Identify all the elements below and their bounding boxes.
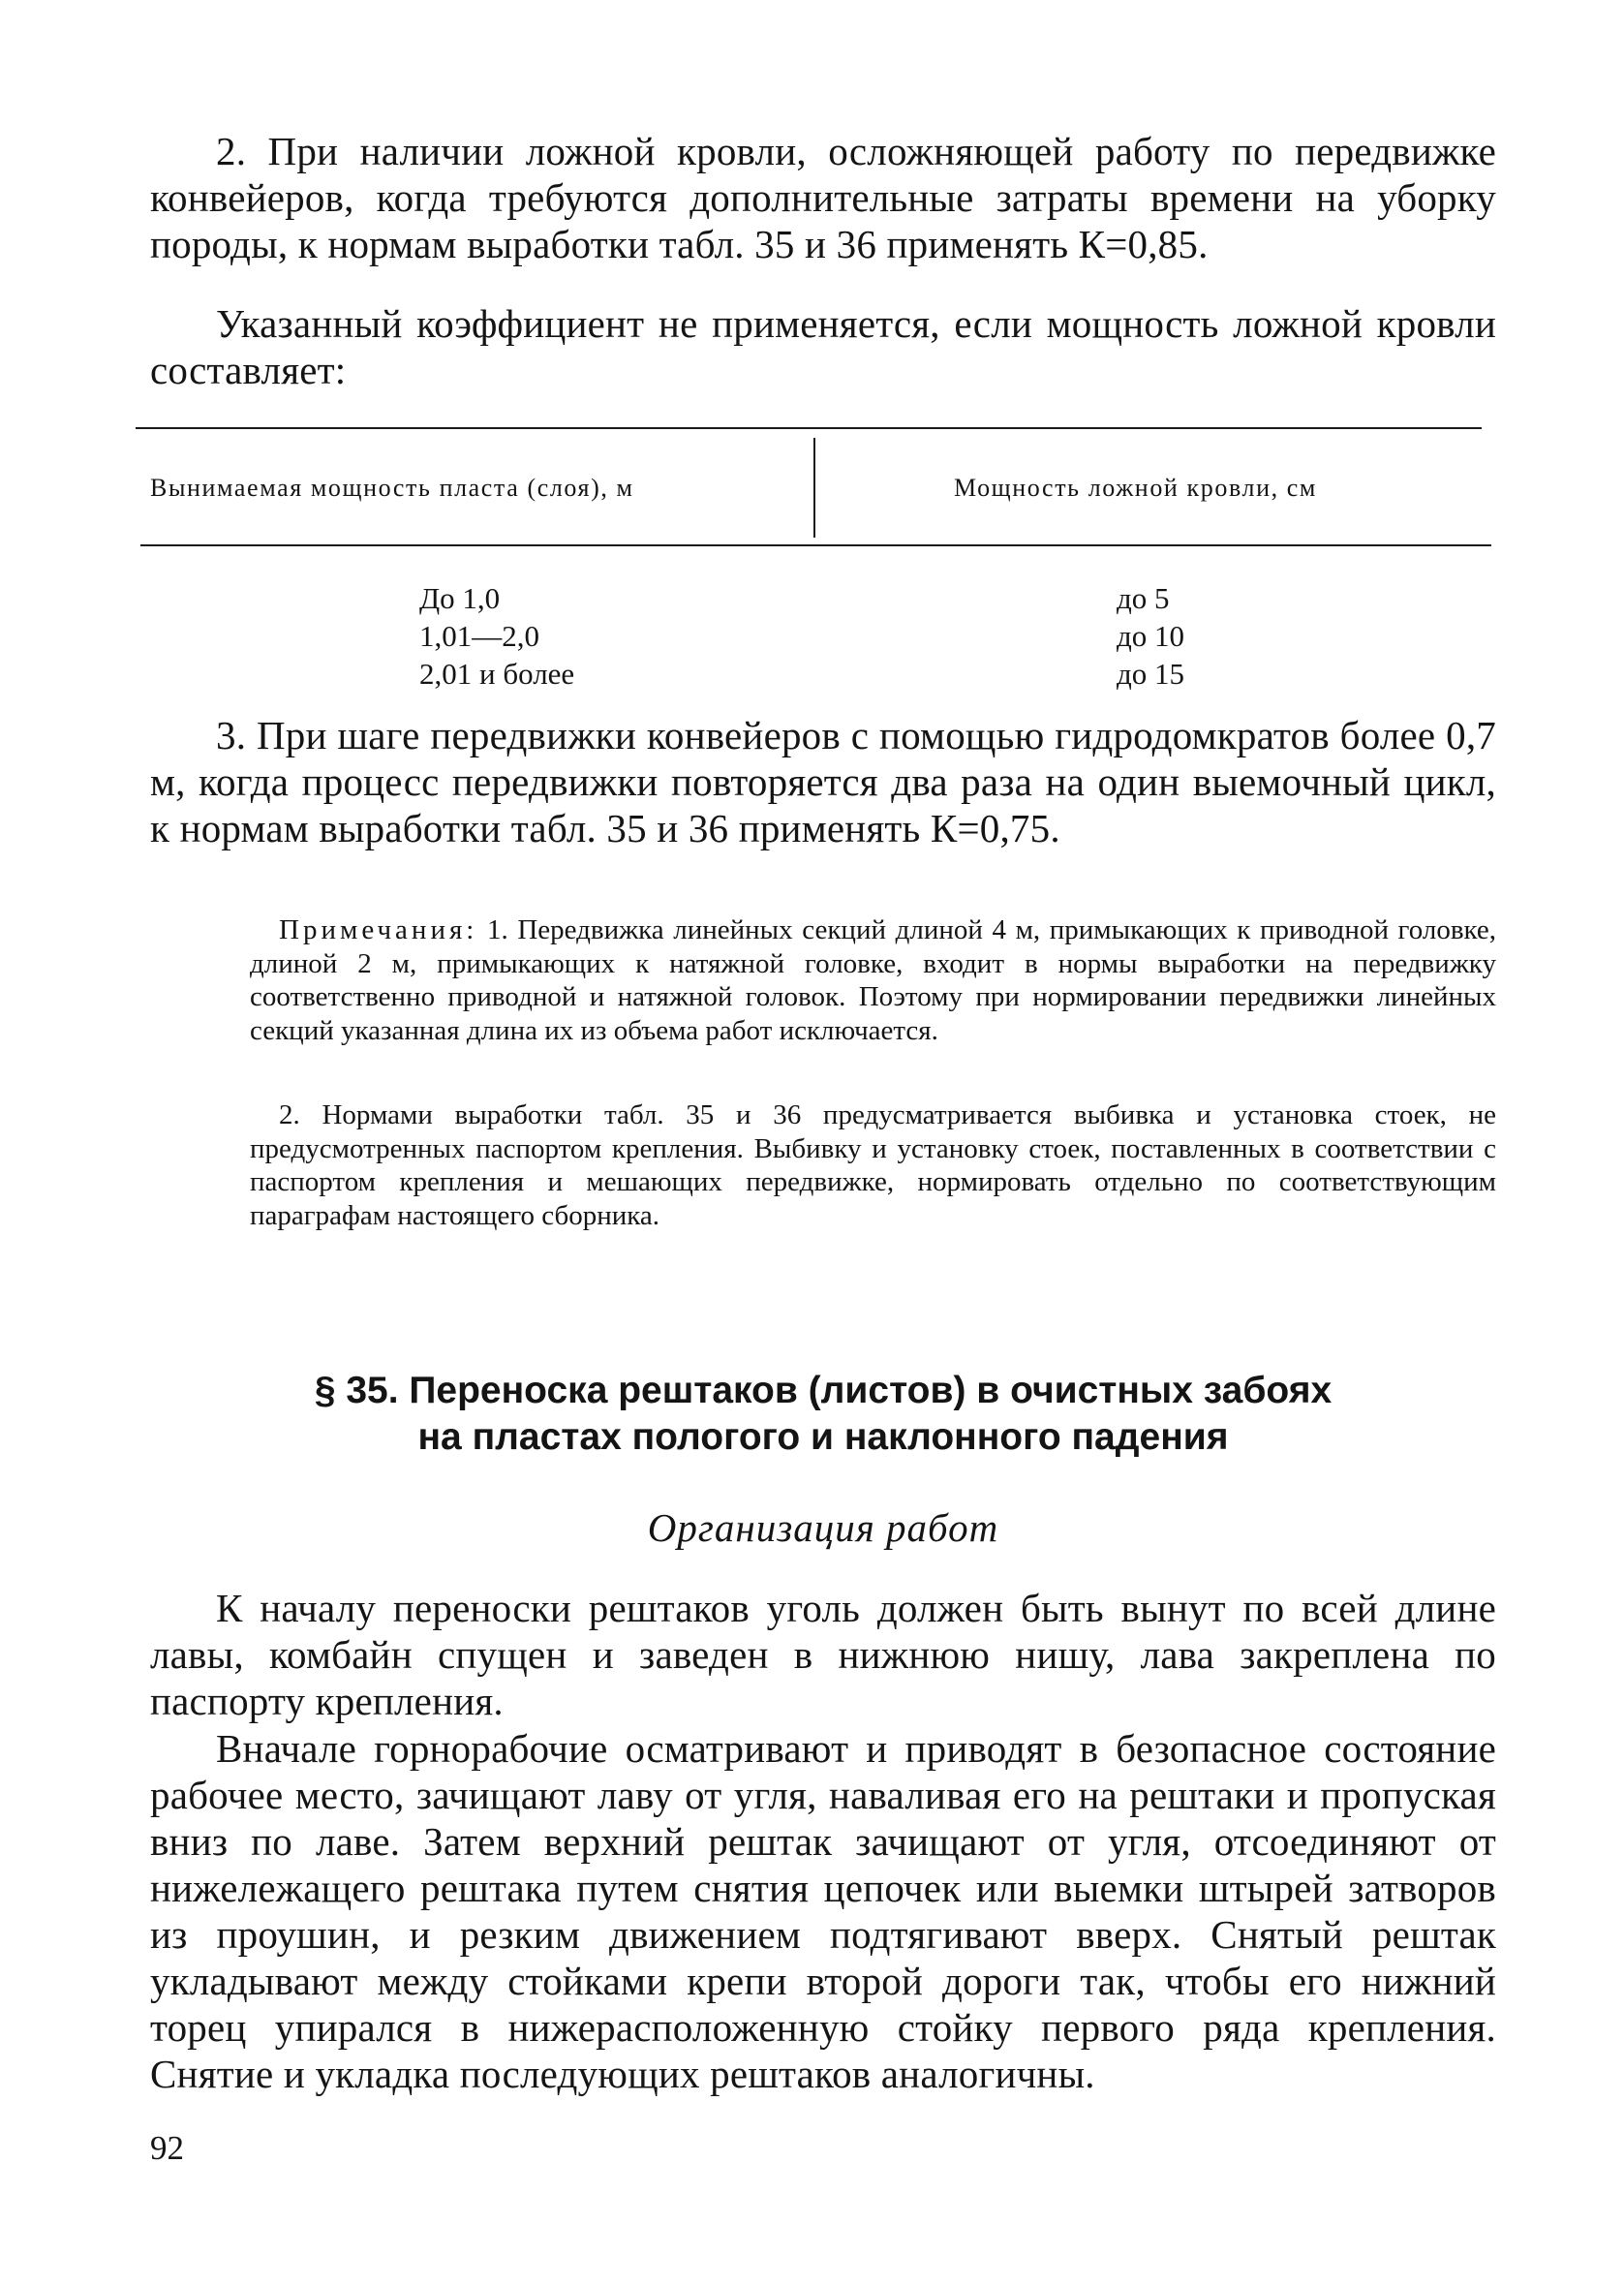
section-title xyxy=(150,1368,1496,1461)
table-cell-thickness: 2,01 и более xyxy=(419,657,575,691)
table-cell-roof: до 10 xyxy=(1117,619,1185,653)
note-1 xyxy=(250,913,1496,1047)
paragraph-item-2: 2. При наличии ложной кровли, осложняющей работу по передвижке конвейеров, когда требуются дополнительные затраты времени на уборку породы, к нормам выработки табл. 35 и 36 применять К=0,85. xyxy=(150,129,1496,266)
table-column-divider xyxy=(813,438,815,538)
table-top-rule xyxy=(136,427,1482,429)
note-2: 2. Нормами выработки табл. 35 и 36 предусматривается выбивка и установка стоек, не предусмотренных паспортом крепления. Выбивку и установку стоек, поставленных в соответствии с паспортом крепления и мешающих передвижке, нормировать отдельно по соответствующим параграфам настоящего сборника. xyxy=(250,1099,1496,1231)
notes-label: Примечания: xyxy=(279,914,478,945)
section-title-line-2: на пластах пологого и наклонного падения xyxy=(417,1416,1229,1458)
section-paragraph-2: Вначале горнорабочие осматривают и приводят в безопасное состояние рабочее место, зачищают лаву от угля, наваливая его на рештаки и пропуская вниз по лаве. Затем верхний рештак зачищают от угля, отсоединяют от нижележащего рештака путем снятия цепочек или выемки штырей затворов из проушин, и резким движением подтягивают вверх. Снятый рештак укладывают между стойками крепи второй дороги так, чтобы его нижний торец упирался в нижерасположенную стойку первого ряда крепления. Снятие и укладка последующих рештаков аналогичны. xyxy=(150,1726,1496,2096)
section-title-line-1: § 35. Переноска рештаков (листов) в очистных забоях xyxy=(314,1370,1333,1411)
table-cell-roof: до 5 xyxy=(1117,581,1170,615)
table-cell-thickness: До 1,0 xyxy=(419,581,501,615)
table-header-rule xyxy=(140,544,1491,546)
note-1-text: 1. Передвижка линейных секций длиной 4 м, примыкающих к приводной головке, длиной 2 м, примыкающих к натяжной головке, входит в нормы выработки на передвижку соответственно приводной и натяжной головок. Поэтому при нормировании передвижки линейных секций указанная длина их из объема работ исключается. xyxy=(250,914,1497,1046)
table-header-false-roof: Мощность ложной кровли, см xyxy=(954,474,1317,502)
page-number: 92 xyxy=(150,2129,184,2167)
section-subtitle: Организация работ xyxy=(647,1505,999,1550)
paragraph-item-3: 3. При шаге передвижки конвейеров с помощью гидродомкратов более 0,7 м, когда процесс передвижки повторяется два раза на один выемочный цикл, к нормам выработки табл. 35 и 36 применять К=0,75. xyxy=(150,713,1496,850)
table-cell-thickness: 1,01—2,0 xyxy=(419,619,539,653)
paragraph-coefficient: Указанный коэффициент не применяется, если мощность ложной кровли составляет: xyxy=(150,301,1496,392)
table-cell-roof: до 15 xyxy=(1117,657,1185,691)
table-header-seam-thickness: Вынимаемая мощность пласта (слоя), м xyxy=(150,474,634,502)
section-paragraph-1: К началу переноски рештаков уголь должен быть вынут по всей длине лавы, комбайн спущен и заведен в нижнюю нишу, лава закреплена по паспорту крепления. xyxy=(150,1586,1496,1723)
